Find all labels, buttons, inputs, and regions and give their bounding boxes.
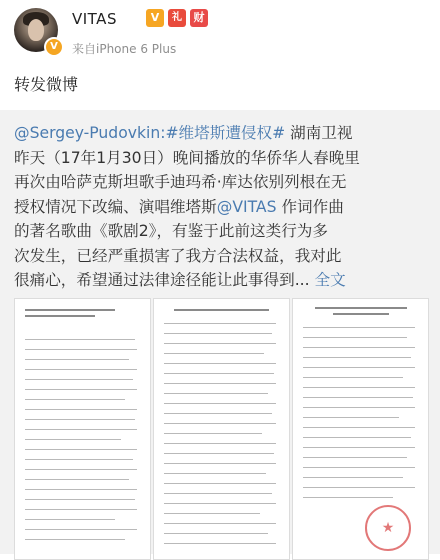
- quoted-text-segment: 次发生，已经严重损害了我方合法权益，我对此: [14, 246, 342, 265]
- post-source: 来自iPhone 6 Plus: [72, 42, 177, 56]
- quoted-text-line: [14, 244, 428, 269]
- red-seal-icon: [365, 505, 411, 551]
- quoted-text-line: [14, 268, 428, 293]
- quoted-text-segment: 湖南卫视: [285, 124, 353, 142]
- quoted-text-segment: 作词作曲: [276, 197, 344, 216]
- quoted-text-line: [14, 146, 428, 171]
- quoted-text-segment: 授权情况下改编、演唱维塔斯: [14, 197, 217, 216]
- quoted-text-segment: 昨天（17年1月30日）晚间播放的华侨华人春晚里: [14, 148, 360, 167]
- document-image-3[interactable]: [292, 298, 429, 560]
- document-image-1[interactable]: [14, 298, 151, 560]
- quoted-text-segment: 很痛心，希望通过法律途径能让此事得到...: [14, 271, 315, 289]
- vip-icon[interactable]: V: [146, 9, 164, 27]
- quoted-text-segment: 的著名歌曲《歌剧2》，有鉴于此前这类行为多: [14, 222, 328, 240]
- post-header: [0, 0, 440, 66]
- quoted-text-line: [14, 219, 428, 244]
- quoted-post[interactable]: [0, 110, 440, 554]
- quoted-text-segment: 再次由哈萨克斯坦歌手迪玛希·库达依别列根在无: [14, 173, 347, 191]
- quoted-text-line: [14, 121, 428, 146]
- user-badges: [146, 9, 208, 27]
- wealth-icon[interactable]: 财: [190, 9, 208, 27]
- mention-link[interactable]: @Sergey-Pudovkin:#维塔斯遭侵权#: [14, 124, 286, 142]
- full-text-link[interactable]: 全文: [314, 271, 346, 289]
- quoted-text-line: [14, 170, 428, 195]
- username[interactable]: VITAS: [72, 10, 117, 28]
- mention-link[interactable]: @VITAS: [216, 197, 277, 216]
- repost-text: 转发微博: [14, 75, 79, 94]
- quoted-text-line: [14, 195, 428, 220]
- verified-icon: V: [44, 37, 64, 57]
- gift-icon[interactable]: 礼: [168, 9, 186, 27]
- document-image-2[interactable]: [153, 298, 290, 560]
- quoted-post-text: [14, 121, 428, 293]
